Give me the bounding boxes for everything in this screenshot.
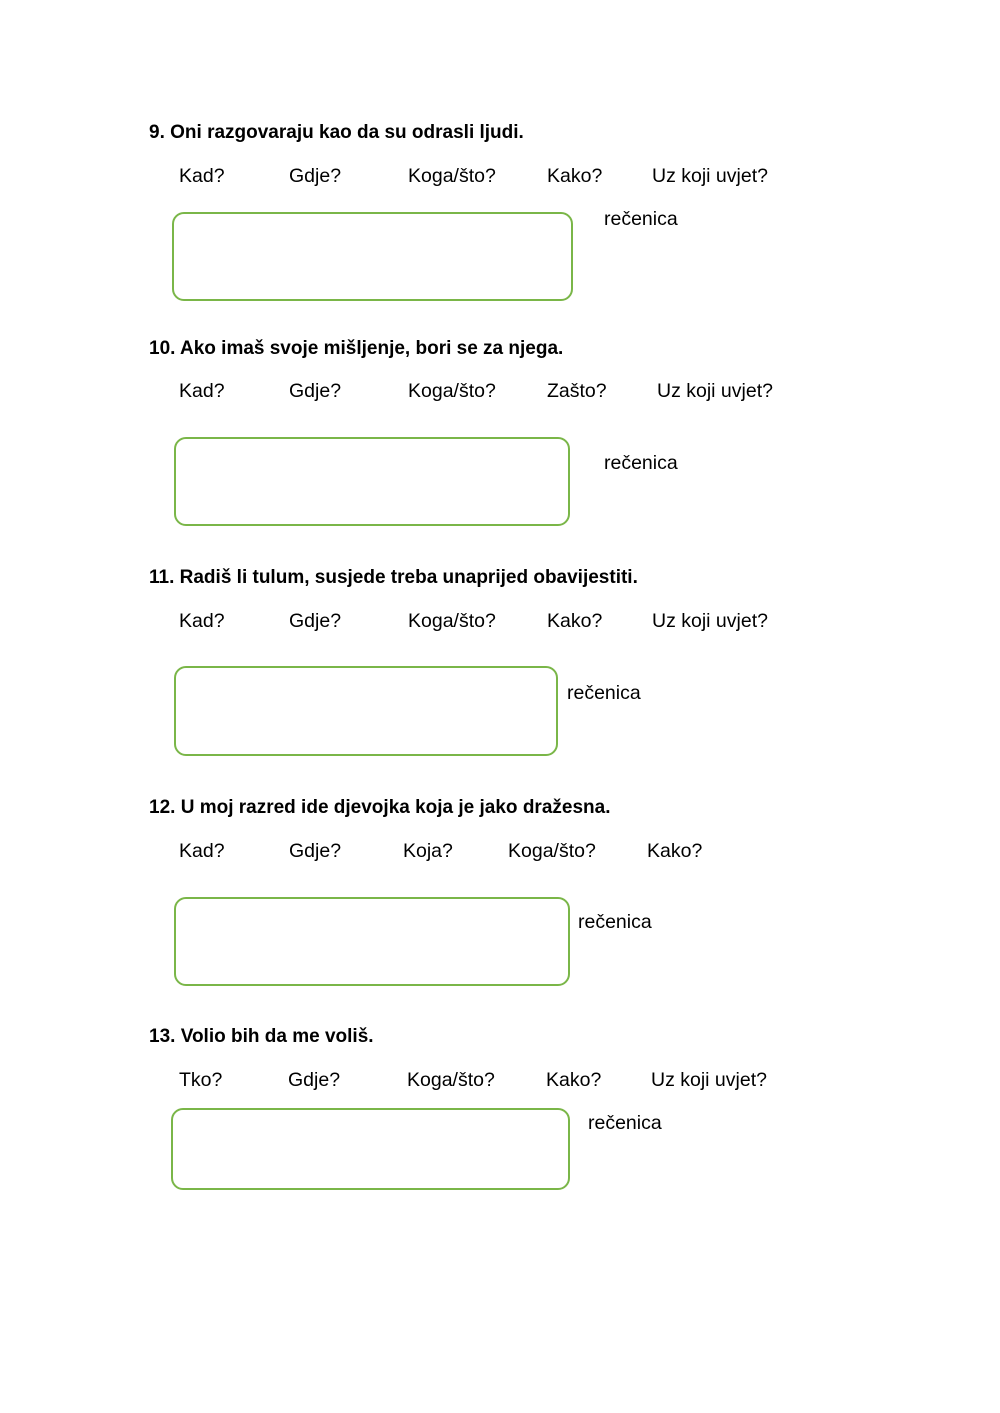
question-10-answer-label: rečenica [604,452,678,474]
question-9-option-3[interactable]: Koga/što? [408,165,496,187]
question-12-option-5[interactable]: Kako? [647,840,703,862]
question-10-title: 10. Ako imaš svoje mišljenje, bori se za njega. [149,338,564,359]
question-11-option-3[interactable]: Koga/što? [408,610,496,632]
question-12-option-2[interactable]: Gdje? [289,840,342,862]
question-12-answer-label: rečenica [578,911,652,933]
question-13-answer-box[interactable] [171,1108,570,1190]
question-13-option-2[interactable]: Gdje? [288,1069,341,1091]
question-11-option-1[interactable]: Kad? [179,610,225,632]
question-9-option-1[interactable]: Kad? [179,165,225,187]
question-9-option-5[interactable]: Uz koji uvjet? [652,165,768,187]
question-13-answer-label: rečenica [588,1112,662,1134]
question-11-answer-label: rečenica [567,682,641,704]
question-12-answer-box[interactable] [174,897,570,986]
question-12-option-4[interactable]: Koga/što? [508,840,596,862]
question-9-answer-label: rečenica [604,208,678,230]
question-12-title: 12. U moj razred ide djevojka koja je jako dražesna. [149,797,611,818]
question-10-option-5[interactable]: Uz koji uvjet? [657,380,773,402]
question-13-title: 13. Volio bih da me voliš. [149,1026,374,1047]
question-9-title: 9. Oni razgovaraju kao da su odrasli ljudi. [149,122,524,143]
question-10-option-2[interactable]: Gdje? [289,380,342,402]
question-10-option-1[interactable]: Kad? [179,380,225,402]
question-10-option-3[interactable]: Koga/što? [408,380,496,402]
question-10-answer-box[interactable] [174,437,570,526]
question-11-option-2[interactable]: Gdje? [289,610,342,632]
question-9-answer-box[interactable] [172,212,573,301]
question-13-option-4[interactable]: Kako? [546,1069,602,1091]
question-11-option-5[interactable]: Uz koji uvjet? [652,610,768,632]
question-9-option-4[interactable]: Kako? [547,165,603,187]
question-12-option-3[interactable]: Koja? [403,840,453,862]
question-12-option-1[interactable]: Kad? [179,840,225,862]
question-13-option-5[interactable]: Uz koji uvjet? [651,1069,767,1091]
question-11-title: 11. Radiš li tulum, susjede treba unaprijed obavijestiti. [149,567,638,588]
question-9-option-2[interactable]: Gdje? [289,165,342,187]
question-11-option-4[interactable]: Kako? [547,610,603,632]
question-13-option-3[interactable]: Koga/što? [407,1069,495,1091]
question-10-option-4[interactable]: Zašto? [547,380,607,402]
question-13-option-1[interactable]: Tko? [179,1069,223,1091]
question-11-answer-box[interactable] [174,666,558,756]
